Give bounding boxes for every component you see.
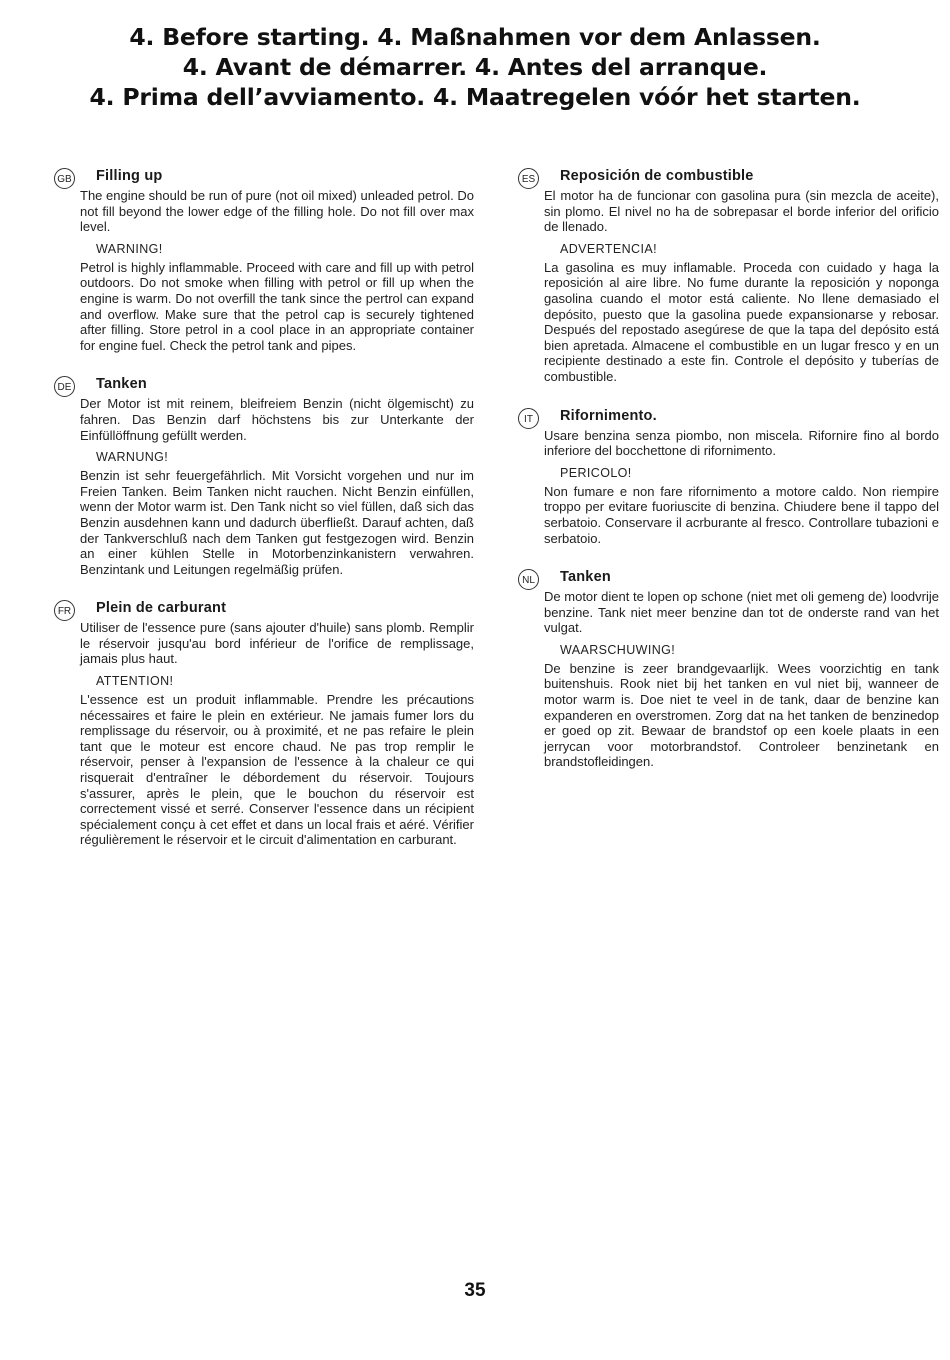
warning-label: PERICOLO!	[560, 465, 632, 480]
section-intro: Utiliser de l'essence pure (sans ajouter d'huile) sans plomb. Remplir le réservoir jusqu'au bord inférieur de l'orifice de remplissage, jamais plus haut.	[80, 620, 474, 667]
warning-text: Non fumare e non fare rifornimento a motore caldo. Non riempire troppo per evitare fuoriuscite di benzina. Chiudere bene il tappo del serbatoio. Conservare il acrburante al fresco. Controllare tubazioni e serbatoio.	[544, 483, 939, 546]
language-badge-es: ES	[518, 168, 539, 189]
section-gb	[54, 167, 474, 353]
title-line-2: 4. Avant de démarrer. 4. Antes del arranque.	[182, 53, 768, 81]
warning-label: ADVERTENCIA!	[560, 241, 657, 256]
section-es	[518, 167, 939, 385]
page-number: 35	[464, 1280, 486, 1301]
language-badge-gb: GB	[54, 168, 75, 189]
section-heading: Reposición de combustible	[560, 168, 754, 184]
language-badge-it: IT	[518, 408, 539, 429]
warning-label: ATTENTION!	[96, 674, 174, 689]
section-fr	[54, 599, 474, 848]
title-line-3: 4. Prima dell’avviamento. 4. Maatregelen vóór het starten.	[89, 83, 861, 111]
warning-text: Petrol is highly inflammable. Proceed with care and fill up with petrol outdoors. Do not smoke when filling with petrol or fill up when the engine is warm. Do not overfill the tank since the pertrol can expand and overflow. Make sure that the petrol cap is securely tightened after filling. Store petrol in a cool place in an appropriate container for engine fuel. Check the petrol tank and pipes.	[80, 259, 474, 353]
language-badge-fr: FR	[54, 600, 75, 621]
section-intro: The engine should be run of pure (not oil mixed) unleaded petrol. Do not fill beyond the lower edge of the filling hole. Do not fill over max level.	[80, 188, 474, 235]
section-nl	[518, 568, 939, 770]
section-heading: Tanken	[560, 569, 611, 586]
section-it	[518, 407, 939, 547]
title-line-1: 4. Before starting. 4. Maßnahmen vor dem Anlassen.	[129, 23, 821, 51]
warning-label: WARNUNG!	[96, 450, 169, 465]
section-heading: Plein de carburant	[96, 600, 227, 617]
section-intro: El motor ha de funcionar con gasolina pura (sin mezcla de aceite), sin plomo. El nivel no ha de sobrepasar el borde inferior del orificio de llenado.	[544, 188, 939, 235]
section-heading: Filling up	[96, 168, 163, 184]
section-de	[54, 375, 474, 577]
warning-text: La gasolina es muy inflamable. Proceda con cuidado y haga la reposición al aire libre. No fume durante la reposición y noponga gasolina cuando el motor está caliente. No llene demasiado el depósito, puesto que la gasolina puede expansionarse y rebosar. Después del repostado asegúrese de que la tapa del depósito está bien apretada. Almacene el combustible en un lugar fresco y en un recipiente destinado a este fin. Controle el depósito y tuberías de combustible.	[544, 259, 939, 384]
section-intro: De motor dient te lopen op schone (niet met oli gemeng de) loodvrije benzine. Tank niet meer benzine dan tot de onderste rand van het vulgat.	[544, 589, 939, 636]
section-heading: Tanken	[96, 376, 147, 393]
section-intro: Der Motor ist mit reinem, bleifreiem Benzin (nicht ölgemischt) zu fahren. Das Benzin darf höchstens bis zur Unterkante der Einfüllöffnung gefüllt werden.	[80, 396, 474, 443]
warning-text: De benzine is zeer brandgevaarlijk. Wees voorzichtig en tank buitenshuis. Rook niet bij het tanken en vul niet bij, wanneer de motor warm is. Doe niet te veel in de tank, daar de benzine kan expanderen en overstromen. Zorg dat na het tanken de benzinedop er goed op zit. Bewaar de brandstof op een koele plaats in een jerrycan voor motorbrandstof. Controleer benzinetank en brandstofleidingen.	[544, 660, 939, 770]
section-heading: Rifornimento.	[560, 407, 657, 424]
warning-label: WAARSCHUWING!	[560, 642, 676, 657]
right-column	[518, 163, 939, 792]
left-column	[54, 163, 474, 870]
language-badge-de: DE	[54, 376, 75, 397]
page-titles	[0, 22, 950, 112]
section-intro: Usare benzina senza piombo, non miscela. Rifornire fino al bordo inferiore del bocchettone di rifornimento.	[544, 427, 939, 459]
warning-label: WARNING!	[96, 241, 163, 256]
warning-text: L'essence est un produit inflammable. Prendre les précautions nécessaires et faire le plein en extérieur. Ne jamais fumer lors du remplissage du réservoir, ou à proximité, et ne pas refaire le plein tant que le moteur est encore chaud. Ne pas trop remplir le réservoir, penser à l'expansion de l'essence à la chaleur ce qui risquerait d'entraîner le débordement du réservoir. Toujours s'assurer, après le plein, que le bouchon du réservoir est correctement vissé et serré. Conserver l'essence dans un récipient spécialement conçu à cet effet et dans un local frais et aéré. Vérifier régulièrement le réservoir et le circuit d'alimentation en carburant.	[80, 692, 474, 848]
warning-text: Benzin ist sehr feuergefährlich. Mit Vorsicht vorgehen und nur im Freien Tanken. Beim Tanken nicht rauchen. Nicht Benzin einfüllen, wenn der Motor warm ist. Den Tank nicht so viel füllen, daß sich das Benzin ausdehnen kann und dadurch überfließt. Darauf achten, daß der Tankverschluß nach dem Tanken gut festgezogen wird. Benzin an einer kühlen Stelle in Motorbenzinkanistern verwahren. Benzintank und Leitungen regelmäßig prüfen.	[80, 468, 474, 577]
language-badge-nl: NL	[518, 569, 539, 590]
